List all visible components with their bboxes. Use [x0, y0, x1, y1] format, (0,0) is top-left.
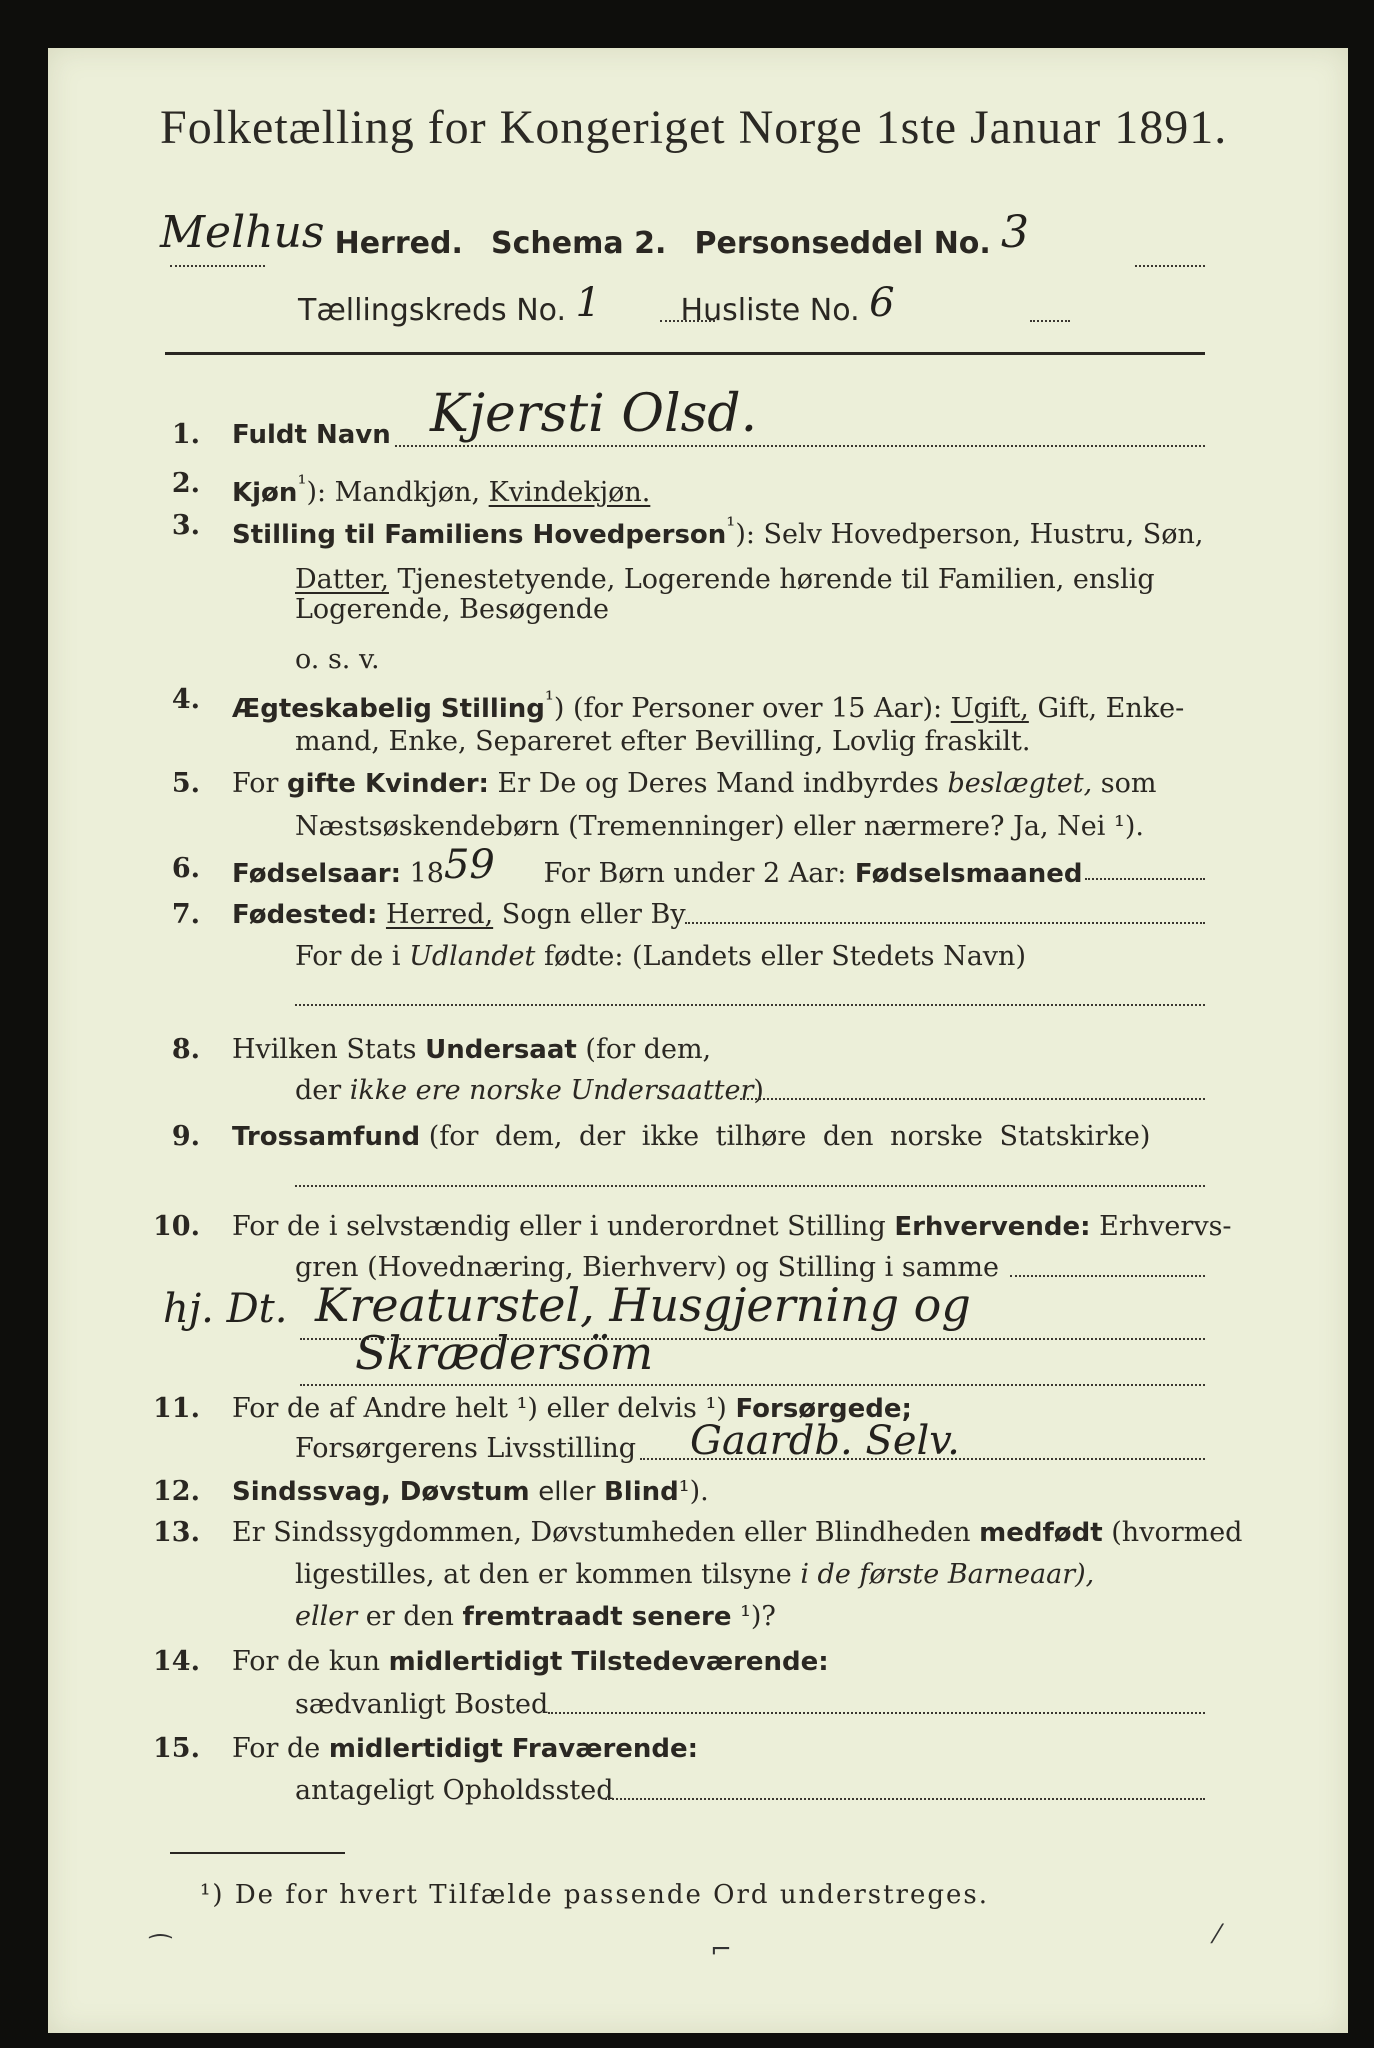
- item-3-line-2: Datter, Tjenestetyende, Logerende hørende til Familien, enslig: [295, 564, 1155, 595]
- item-number-5: 5.: [171, 768, 200, 799]
- answer-erhverv-line-1: Kreaturstel, Husgjerning og: [315, 1278, 971, 1332]
- personseddel-dots: [1135, 265, 1205, 267]
- personseddel-number: 3: [1000, 207, 1029, 258]
- answer-birth-year: 59: [443, 842, 495, 888]
- erhverv-dots: [1010, 1275, 1205, 1277]
- item-5-line-2: Næstsøskendebørn (Tremenninger) eller nærmere? Ja, Nei ¹).: [295, 811, 1144, 842]
- footnote: ¹) De for hvert Tilfælde passende Ord understreges.: [200, 1880, 990, 1910]
- item-11: For de af Andre helt ¹) eller delvis ¹) Forsørgede;: [232, 1393, 912, 1424]
- item-number-11: 11.: [153, 1393, 200, 1424]
- answer-erhverv-line-2: Skrædersöm: [355, 1326, 654, 1380]
- stilling-selected: Datter,: [295, 564, 389, 595]
- kreds-label: Tællingskreds No.: [298, 293, 566, 328]
- herred-name: Melhus: [160, 207, 325, 258]
- herred-row: [160, 207, 1029, 261]
- aegteskab-selected: Ugift,: [950, 693, 1029, 724]
- item-13: Er Sindssygdommen, Døvstumheden eller Blindheden medfødt (hvormed: [232, 1517, 1243, 1548]
- name-dots: [395, 445, 1205, 447]
- bosted-dots: [548, 1712, 1205, 1714]
- kreds-dots: [660, 320, 715, 322]
- item-7: Fødested: Herred, Sogn eller By: [232, 899, 686, 930]
- footnote-rule: [170, 1852, 345, 1854]
- maaned-dots: [1085, 878, 1205, 880]
- item-number-12: 12.: [153, 1476, 200, 1507]
- q1-label: Fuldt Navn: [232, 420, 391, 450]
- item-3-line-3: Logerende, Besøgende: [295, 594, 609, 625]
- item-number-14: 14.: [153, 1646, 200, 1677]
- forsorger-dots: [640, 1458, 1205, 1460]
- corner-mark-right: ⁄: [1215, 1920, 1220, 1950]
- item-number-6: 6.: [171, 853, 200, 884]
- husliste-number: 6: [869, 280, 895, 326]
- item-11-line-2: Forsørgerens Livsstilling: [295, 1433, 637, 1464]
- item-5: For gifte Kvinder: Er De og Deres Mand indbyrdes beslægtet, som: [232, 768, 1157, 799]
- item-3-line-4: o. s. v.: [295, 644, 380, 675]
- item-12: Sindssvag, Døvstum eller Blind¹).: [232, 1476, 709, 1507]
- husliste-dots: [1030, 320, 1070, 322]
- item-10-line-2: gren (Hovednæring, Bierhverv) og Stilling i samme: [295, 1252, 1000, 1283]
- item-2: Kjøn$^{^1}$): Mandkjøn, Kvindekjøn.: [232, 471, 651, 508]
- undersaat-dots: [740, 1098, 1205, 1100]
- udland-dots: [295, 1004, 1205, 1006]
- fodested-selected: Herred,: [385, 899, 494, 930]
- opholdssted-dots: [605, 1798, 1205, 1800]
- item-number-1: 1.: [171, 419, 200, 450]
- husliste-label: Husliste No.: [680, 293, 860, 328]
- item-4: Ægteskabelig Stilling$^{^1}$) (for Personer over 15 Aar): Ugift, Gift, Enke-: [232, 687, 1185, 724]
- schema-label: Schema 2.: [491, 226, 667, 261]
- answer-name: Kjersti Olsd.: [430, 384, 758, 444]
- kjon-selected: Kvindekjøn.: [488, 477, 651, 508]
- item-7-line-2: For de i Udlandet fødte: (Landets eller Stedets Navn): [295, 941, 1026, 972]
- item-9: Trossamfund (for dem, der ikke tilhøre den norske Statskirke): [232, 1121, 1151, 1152]
- item-number-10: 10.: [153, 1211, 200, 1242]
- item-6: Fødselsaar: 1859 For Børn under 2 Aar: Fødselsmaaned: [232, 842, 1083, 889]
- trossamfund-dots: [295, 1185, 1205, 1187]
- kreds-number: 1: [575, 280, 601, 326]
- item-3: Stilling til Familiens Hovedperson$^{^1}$): Selv Hovedperson, Hustru, Søn,: [232, 513, 1204, 550]
- personseddel-label: Personseddel No.: [694, 226, 991, 261]
- item-number-9: 9.: [171, 1121, 200, 1152]
- herred-label: Herred.: [334, 226, 463, 261]
- erhverv-line-2-dots: [300, 1384, 1205, 1386]
- answer-erhverv-margin: hj. Dt.: [163, 1286, 288, 1332]
- item-number-15: 15.: [153, 1733, 200, 1764]
- corner-mark-left: ⁀: [150, 1935, 171, 1965]
- item-15: For de midlertidigt Fraværende:: [232, 1733, 699, 1764]
- item-1: [232, 418, 391, 452]
- item-4-line-2: mand, Enke, Separeret efter Bevilling, Lovlig fraskilt.: [295, 726, 1031, 757]
- answer-forsorger: Gaardb. Selv.: [690, 1418, 960, 1464]
- kreds-row: [298, 280, 895, 328]
- item-10: For de i selvstændig eller i underordnet Stilling Erhvervende: Erhvervs-: [232, 1211, 1232, 1242]
- item-number-3: 3.: [171, 510, 200, 541]
- item-14: For de kun midlertidigt Tilstedeværende:: [232, 1646, 829, 1677]
- item-13-line-2: ligestilles, at den er kommen tilsyne i de første Barneaar),: [295, 1559, 1095, 1590]
- item-number-8: 8.: [171, 1034, 200, 1065]
- header-rule: [165, 352, 1205, 355]
- item-15-line-2: antageligt Opholdssted: [295, 1775, 614, 1806]
- herred-dots: [170, 265, 265, 267]
- item-number-4: 4.: [171, 684, 200, 715]
- item-13-line-3: eller er den fremtraadt senere ¹)?: [295, 1601, 776, 1632]
- item-number-2: 2.: [171, 468, 200, 499]
- item-number-7: 7.: [171, 899, 200, 930]
- fodested-dots: [685, 922, 1205, 924]
- corner-mark-center: ⌐: [710, 1935, 732, 1965]
- item-14-line-2: sædvanligt Bosted: [295, 1689, 549, 1720]
- item-number-13: 13.: [153, 1517, 200, 1548]
- form-title: Folketælling for Kongeriget Norge 1ste Januar 1891.: [160, 101, 1228, 154]
- item-8-line-2: der ikke ere norske Undersaatter): [295, 1075, 764, 1106]
- item-8: Hvilken Stats Undersaat (for dem,: [232, 1034, 712, 1065]
